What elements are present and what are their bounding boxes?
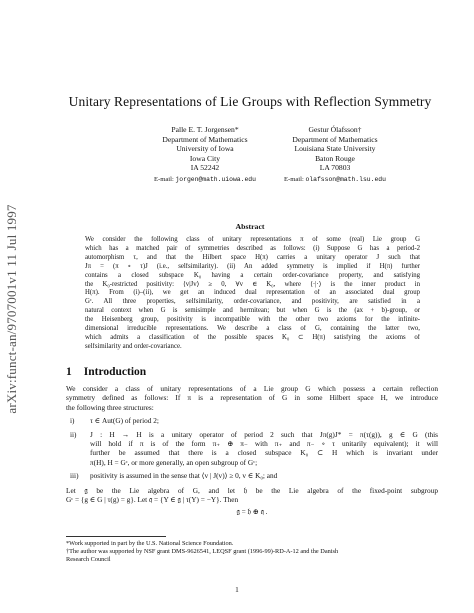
abstract-line: contains a closed subspace K₀ having a certain order-covariance property, and satisfying xyxy=(85,271,420,279)
body-line: the following three structures: xyxy=(66,402,154,412)
abstract-line: the Heisenberg group, positivity is incompatible with the other two axioms for the infinite- xyxy=(85,316,420,324)
abstract-heading: Abstract xyxy=(235,222,265,231)
body-line: We consider a class of unitary representations of a Lie group G which possess a certain reflection xyxy=(66,384,438,393)
author-university: University of Iowa xyxy=(176,144,234,154)
body-line: Gᶜ = {g ∈ G | τ(g) = g}. Let 𝔮 = {Y ∈ 𝔤 | τ(Y) = −Y}. Then xyxy=(66,495,239,505)
list-marker: i) xyxy=(70,416,75,426)
list-line: will hold if π is of the form π₊ ⊕ π₋ with π₊ and π₋ ∘ τ unitarily equivalent); it will xyxy=(90,439,438,449)
author-email[interactable]: jorgen@math.uiowa.edu xyxy=(175,175,256,183)
abstract-line: Jπ = (π ∘ τ)J (i.e., selfsimilarity). (ii) An added symmetry is implied if H(π) further xyxy=(85,262,420,270)
arxiv-identifier: arXiv:funct-an/9707001v1 11 Jul 1997 xyxy=(4,204,19,414)
footnote-1: *Work supported in part by the U.S. National Science Foundation. xyxy=(66,540,234,547)
list-line: τ ∈ Aut(G) of period 2; xyxy=(90,416,159,426)
author-department: Department of Mathematics xyxy=(292,134,378,144)
email-label: E-mail: xyxy=(284,175,304,183)
footnotes xyxy=(66,540,438,564)
list-line: further be assumed that there is a closed subspace K₀ ⊂ H which is invariant under xyxy=(90,448,438,458)
author-zip: IA 52242 xyxy=(190,163,220,173)
author-block-2 xyxy=(250,125,420,185)
display-equation: 𝔤 = 𝔥 ⊕ 𝔮 . xyxy=(236,507,268,517)
body-line: symmetry defined as follows: If π is a representation of G in some Hilbert space H, we introduce xyxy=(66,393,438,403)
footnote-2: †The author was supported by NSF grant DMS-9626541, LEQSF grant (1996-99)-RD-A-12 and the Danish xyxy=(66,548,339,555)
author-city: Baton Rouge xyxy=(315,153,355,163)
author-name: Gestur Ólafsson† xyxy=(308,125,362,134)
abstract-line: the K₀-restricted positivity: ⟨v|Jv⟩ ≥ 0, ∀v ∈ K₀, where ⟨·|·⟩ is the inner product in xyxy=(85,280,420,288)
abstract-line: automorphism τ, and that the Hilbert space H(π) carries a unitary operator J such that xyxy=(85,253,420,261)
section-heading xyxy=(66,366,158,378)
abstract-line: which has a matched pair of symmetries described as follows: (i) Suppose G has a period-2 xyxy=(85,244,420,252)
author-city: Iowa City xyxy=(189,153,221,163)
abstract-line: dimensional irreducible representations. We describe a class of G, containing the latter two, xyxy=(85,325,420,333)
author-email-line xyxy=(250,175,420,185)
footnote-2-cont: Research Council xyxy=(66,556,111,563)
page-number: 1 xyxy=(235,585,239,594)
abstract-line: H(π). From (i)–(ii), we get an induced dual representation of an associated dual group xyxy=(85,289,420,297)
footnote-rule xyxy=(66,536,166,537)
list-line: positivity is assumed in the sense that ⟨v | J(v)⟩ ≥ 0, v ∈ K₀; and xyxy=(90,471,278,481)
section-body xyxy=(66,384,438,517)
paper-title: Unitary Representations of Lie Groups with Reflection Symmetry xyxy=(68,94,432,109)
abstract-line: We consider the following class of unitary representations π of some (real) Lie group G xyxy=(85,236,420,243)
list-item xyxy=(66,430,438,468)
list-marker: iii) xyxy=(70,471,79,481)
author-university: Louisiana State University xyxy=(294,144,376,154)
author-department: Department of Mathematics xyxy=(162,134,248,144)
abstract-line: Gᶜ. All three properties, selfsimilarity, order-covariance, and positivity, are satisfied in a xyxy=(85,298,420,306)
author-email[interactable]: olafsson@math.lsu.edu xyxy=(305,175,386,183)
abstract-line: selfsimilarity and order-covariance. xyxy=(85,342,182,350)
closing-paragraph xyxy=(66,486,438,505)
abstract-line: natural context when G is semisimple and hermitean; but when G is the (ax + b)-group, or xyxy=(85,307,420,315)
author-zip: LA 70803 xyxy=(319,163,351,173)
list-item xyxy=(66,471,438,480)
body-line: Let 𝔤 be the Lie algebra of G, and let 𝔥 be the Lie algebra of the fixed-point subgroup xyxy=(66,485,438,495)
list-marker: ii) xyxy=(70,429,77,439)
abstract-line: which admits a classification of the possible spaces K₀ ⊂ H(π) satisfying the axioms of xyxy=(85,333,420,341)
abstract-body xyxy=(85,236,420,352)
section-number: 1 xyxy=(66,366,72,378)
list-item xyxy=(66,416,438,425)
section-title: Introduction xyxy=(83,366,147,378)
author-name: Palle E. T. Jorgensen* xyxy=(171,125,239,134)
list-line: J : H → H is a unitary operator of period 2 such that Jπ(g)J* = π(τ(g)), g ∈ G (this xyxy=(90,429,438,439)
list-line: π(H), H = Gᶜ, or more generally, an open subgroup of Gᶜ; xyxy=(90,457,258,467)
email-label: E-mail: xyxy=(154,175,174,183)
